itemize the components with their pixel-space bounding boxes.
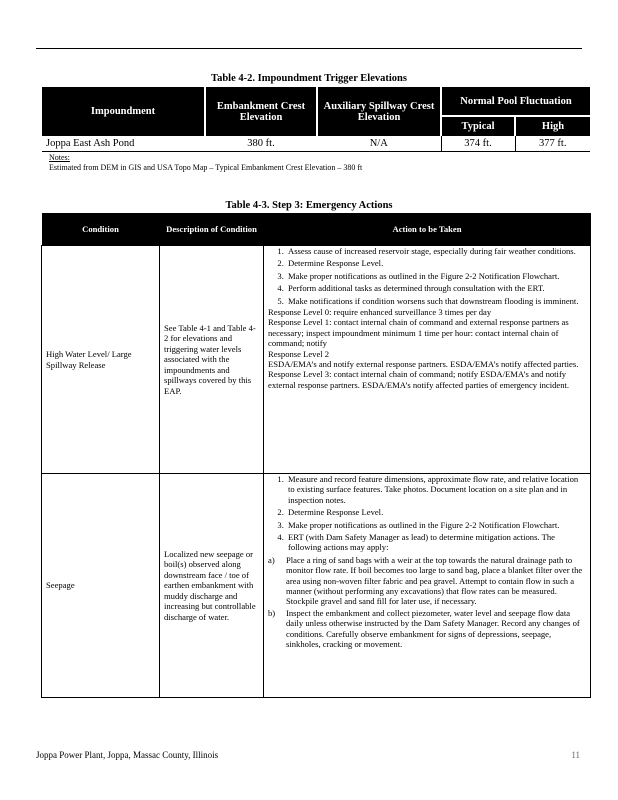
response-level-2-label: Response Level 2 bbox=[268, 348, 330, 359]
page-footer bbox=[36, 750, 582, 760]
high-value: 377 ft. bbox=[515, 136, 590, 152]
list-item: 1. Assess cause of increased reservoir stage, especially during fair weather conditions. bbox=[286, 246, 586, 256]
list-item: 3. Make proper notifications as outlined in the Figure 2-2 Notification Flowchart. bbox=[286, 520, 586, 530]
level-label: Response Level 1: bbox=[268, 317, 332, 328]
response-level-3 bbox=[268, 369, 586, 390]
sub-label: a) bbox=[268, 554, 275, 565]
header-embankment-crest: Embankment Crest Elevation bbox=[205, 87, 317, 136]
list-item: 2. Determine Response Level. bbox=[286, 258, 586, 268]
impoundment-name: Joppa East Ash Pond bbox=[42, 136, 205, 152]
table-row bbox=[42, 246, 591, 474]
table-row bbox=[42, 474, 591, 698]
action-cell bbox=[264, 246, 591, 474]
header-description: Description of Condition bbox=[160, 213, 264, 246]
response-level-0 bbox=[268, 307, 586, 317]
header-action: Action to be Taken bbox=[264, 213, 591, 246]
sub-text: Place a ring of sand bags with a weir at the top towards the natural drainage path to monitor flow rate. If boil becomes too large to sand bag, place a blanket filter over the area using non-woven filter fabric and pea gravel. Attempt to contain flow in such a manner (without performing any excavations) that flow rates can be measured. Stockpile gravel and sand fill for later use, if necessary. bbox=[286, 554, 583, 607]
description-cell: Localized new seepage or boil(s) observed along downstream face / toe of earthen embankment with muddy discharge and increasing but controllable discharge of water. bbox=[160, 474, 264, 698]
level-text: require enhanced surveillance 3 times per day bbox=[333, 307, 492, 318]
list-item: 3. Make proper notifications as outlined in the Figure 2-2 Notification Flowchart. bbox=[286, 271, 586, 281]
header-normal-pool: Normal Pool Fluctuation bbox=[441, 87, 590, 116]
table-4-2-caption: Table 4-2. Impoundment Trigger Elevations bbox=[211, 73, 407, 84]
aux-value: N/A bbox=[317, 136, 441, 152]
action-list bbox=[268, 474, 586, 553]
sub-item-a bbox=[268, 555, 586, 607]
action-cell bbox=[264, 474, 591, 698]
level-text: contact internal chain of command and external response partners as necessary; inspect impoundment minimum 1 time per hour: contact internal chain of command; notify bbox=[268, 317, 569, 349]
table-notes bbox=[49, 153, 362, 173]
header-impoundment: Impoundment bbox=[42, 87, 205, 136]
list-item: 4. Perform additional tasks as determined through consultation with the ERT. bbox=[286, 283, 586, 293]
condition-cell: Seepage bbox=[42, 474, 160, 698]
page-number: 11 bbox=[571, 750, 580, 760]
list-item: 4. ERT (with Dam Safety Manager as lead) to determine mitigation actions. The following actions may apply: bbox=[286, 532, 586, 553]
response-level-2-text: ESDA/EMA’s and notify external response partners. ESDA/EMA’s notify affected parties. bbox=[268, 359, 579, 370]
response-level-1 bbox=[268, 317, 586, 348]
typical-value: 374 ft. bbox=[441, 136, 515, 152]
sub-item-b bbox=[268, 608, 586, 650]
note-text: Estimated from DEM in GIS and USA Topo Map – Typical Embankment Crest Elevation – 380 ft bbox=[49, 163, 363, 172]
action-list bbox=[268, 246, 586, 306]
emergency-actions-table bbox=[41, 213, 591, 698]
level-text: contact internal chain of command; notify ESDA/EMA’s and notify external response partners. ESDA/EMA’s notify affected parties of emergency incident. bbox=[268, 369, 570, 390]
description-cell: See Table 4-1 and Table 4-2 for elevations and triggering water levels associated with the impoundments and spillways covered by this EAP. bbox=[160, 246, 264, 474]
level-label: Response Level 0: bbox=[268, 307, 332, 318]
notes-label: Notes: bbox=[49, 153, 70, 162]
sub-label: b) bbox=[268, 607, 276, 618]
table-row bbox=[42, 136, 590, 152]
header-typical: Typical bbox=[441, 116, 515, 136]
level-label: Response Level 3: bbox=[268, 369, 332, 380]
crest-value: 380 ft. bbox=[205, 136, 317, 152]
list-item: 5. Make notifications if condition worsens such that downstream flooding is imminent. bbox=[286, 296, 586, 306]
condition-cell: High Water Level/ Large Spillway Release bbox=[42, 246, 160, 474]
impoundment-trigger-table bbox=[42, 87, 590, 152]
header-condition: Condition bbox=[42, 213, 160, 246]
list-item: 2. Determine Response Level. bbox=[286, 507, 586, 517]
list-item: 1. Measure and record feature dimensions, approximate flow rate, and relative location to existing surface features. Take photos. Document location on a site plan and in inspection notes. bbox=[286, 474, 586, 505]
sub-text: Inspect the embankment and collect piezometer, water level and seepage flow data daily unless otherwise instructed by the Dam Safety Manager. Record any changes of conditions. Carefully observe embankment for signs of depressions, seepage, sinkholes, cracking or movement. bbox=[286, 607, 580, 650]
header-auxiliary-spillway: Auxiliary Spillway Crest Elevation bbox=[317, 87, 441, 136]
footer-location: Joppa Power Plant, Joppa, Massac County, Illinois bbox=[36, 750, 219, 760]
header-rule bbox=[36, 48, 582, 49]
table-4-3-caption: Table 4-3. Step 3: Emergency Actions bbox=[225, 200, 393, 211]
header-high: High bbox=[515, 116, 590, 136]
